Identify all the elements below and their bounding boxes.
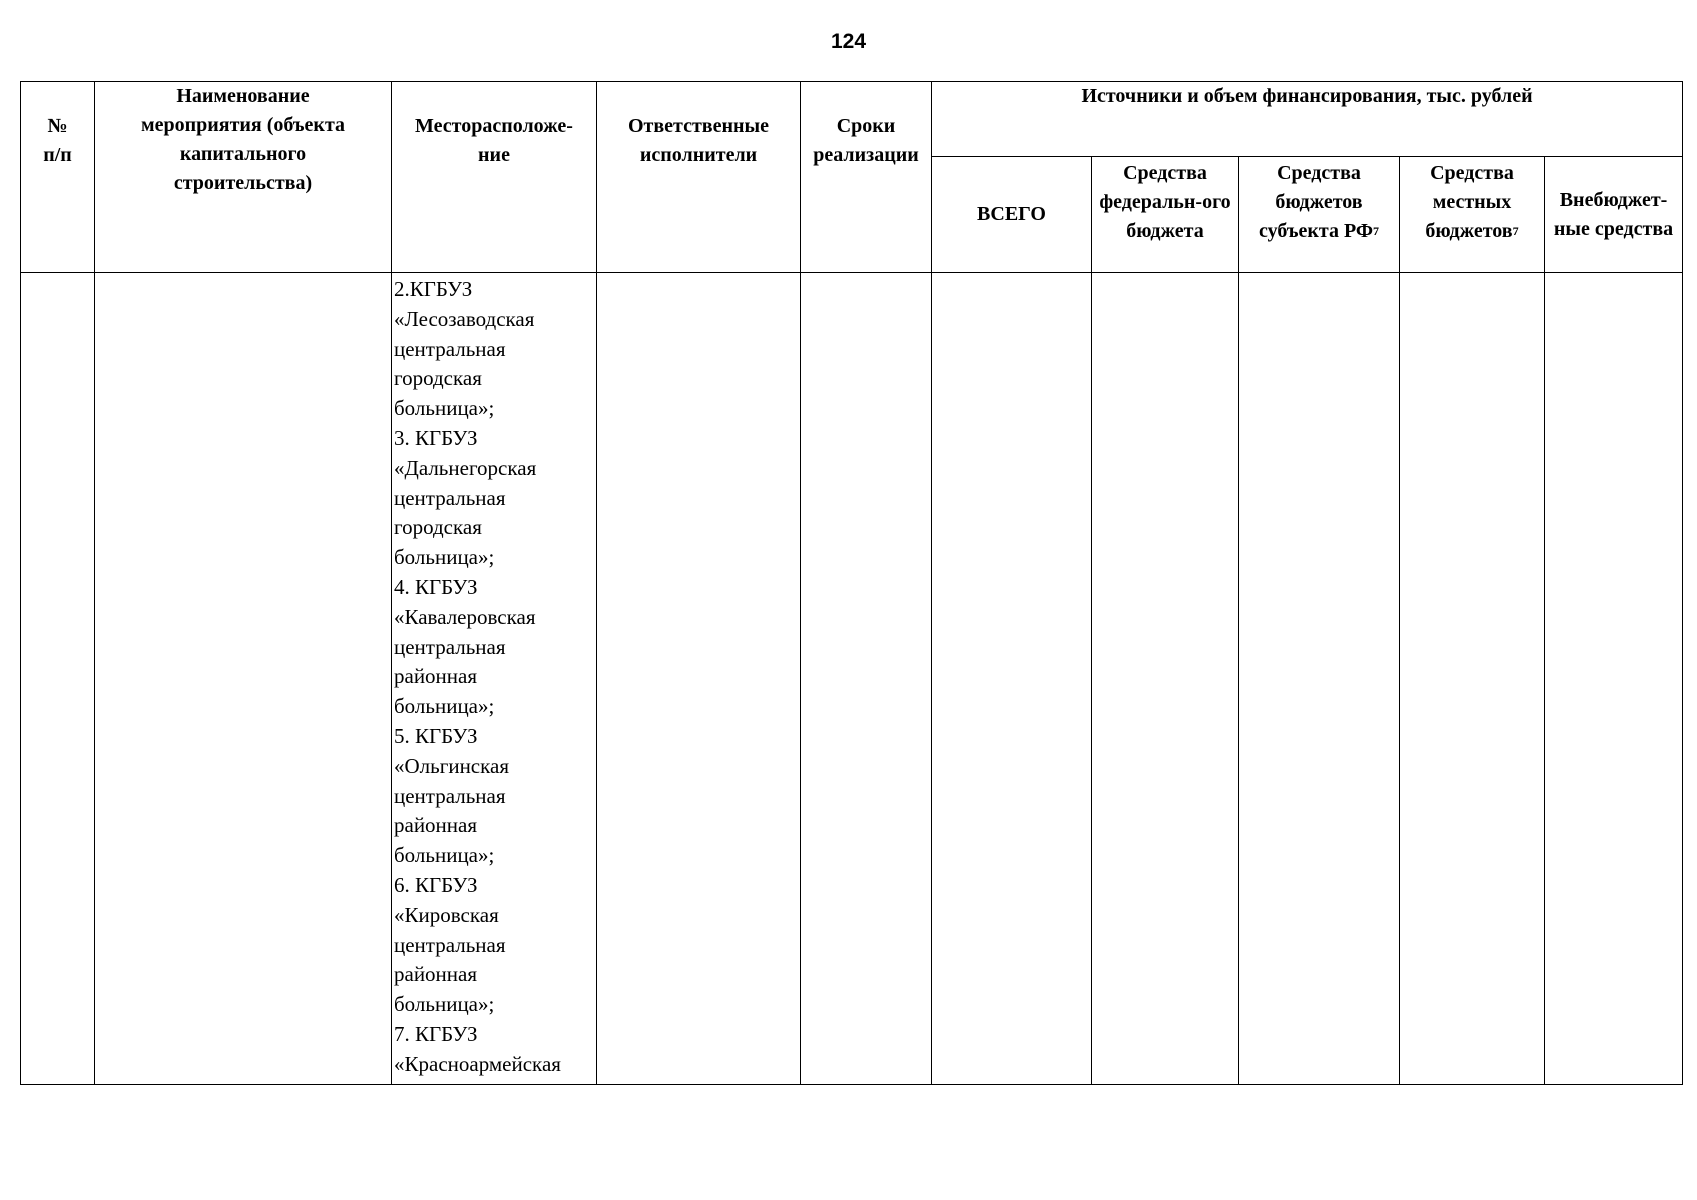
header-funding-group: Источники и объем финансирования, тыс. рублей [932, 82, 1683, 157]
location-line: городская [394, 366, 482, 391]
header-terms: Сроки реализации [801, 82, 932, 273]
page-number: 124 [830, 30, 867, 53]
location-line: 2.КГБУЗ [394, 277, 473, 301]
header-federal: Средства федеральн-ого бюджета [1092, 157, 1239, 273]
location-line: центральная [394, 783, 506, 808]
cell-num [21, 273, 95, 1085]
location-line: «Лесозаводская [394, 306, 535, 331]
location-line: больница»; [394, 545, 495, 570]
location-line: 6. КГБУЗ [394, 872, 478, 897]
location-line: «Ольгинская [394, 753, 509, 778]
location-line: 3. КГБУЗ [394, 425, 478, 450]
location-line: больница»; [394, 396, 495, 421]
location-line: центральная [394, 634, 506, 659]
location-line: «Кировская [394, 902, 499, 927]
header-local: Средства местных бюджетов$^7$ [1400, 157, 1545, 273]
location-line: районная [394, 664, 478, 689]
header-name: Наименование мероприятия (объекта капитального строительства) [95, 82, 392, 273]
table-row [21, 273, 1683, 1085]
location-line: районная [394, 962, 478, 987]
header-extrabudget: Внебюджет-ные средства [1545, 157, 1683, 273]
location-line: районная [394, 813, 478, 838]
footnote-mark: 7 [1512, 224, 1519, 238]
cell-total [932, 273, 1092, 1085]
location-line: центральная [394, 485, 506, 510]
cell-subject [1239, 273, 1400, 1085]
location-line: 5. КГБУЗ [394, 723, 478, 748]
location-line: городская [394, 515, 482, 540]
location-line: «Красноармейская [394, 1051, 561, 1076]
location-line: больница»; [394, 694, 495, 719]
header-location: Месторасположе-ние [392, 82, 597, 273]
cell-responsible [597, 273, 801, 1085]
header-num: № п/п [21, 82, 95, 273]
footnote-mark: 7 [1373, 224, 1380, 238]
location-line: центральная [394, 932, 506, 957]
cell-local [1400, 273, 1545, 1085]
location-line: «Дальнегорская [394, 455, 537, 480]
location-line: «Кавалеровская [394, 604, 536, 629]
cell-extrabudget [1545, 273, 1683, 1085]
location-line: 7. КГБУЗ [394, 1021, 478, 1046]
header-total: ВСЕГО [932, 157, 1092, 273]
location-line: центральная [394, 336, 506, 361]
cell-name [95, 273, 392, 1085]
header-responsible: Ответственные исполнители [597, 82, 801, 273]
cell-terms [801, 273, 932, 1085]
location-line: больница»; [394, 992, 495, 1017]
financing-table [20, 81, 1683, 1085]
cell-federal [1092, 273, 1239, 1085]
cell-location [392, 273, 597, 1085]
location-line: больница»; [394, 843, 495, 868]
header-subject: Средства бюджетов субъекта $РФ^7$ [1239, 157, 1400, 273]
location-line: 4. КГБУЗ [394, 574, 478, 599]
